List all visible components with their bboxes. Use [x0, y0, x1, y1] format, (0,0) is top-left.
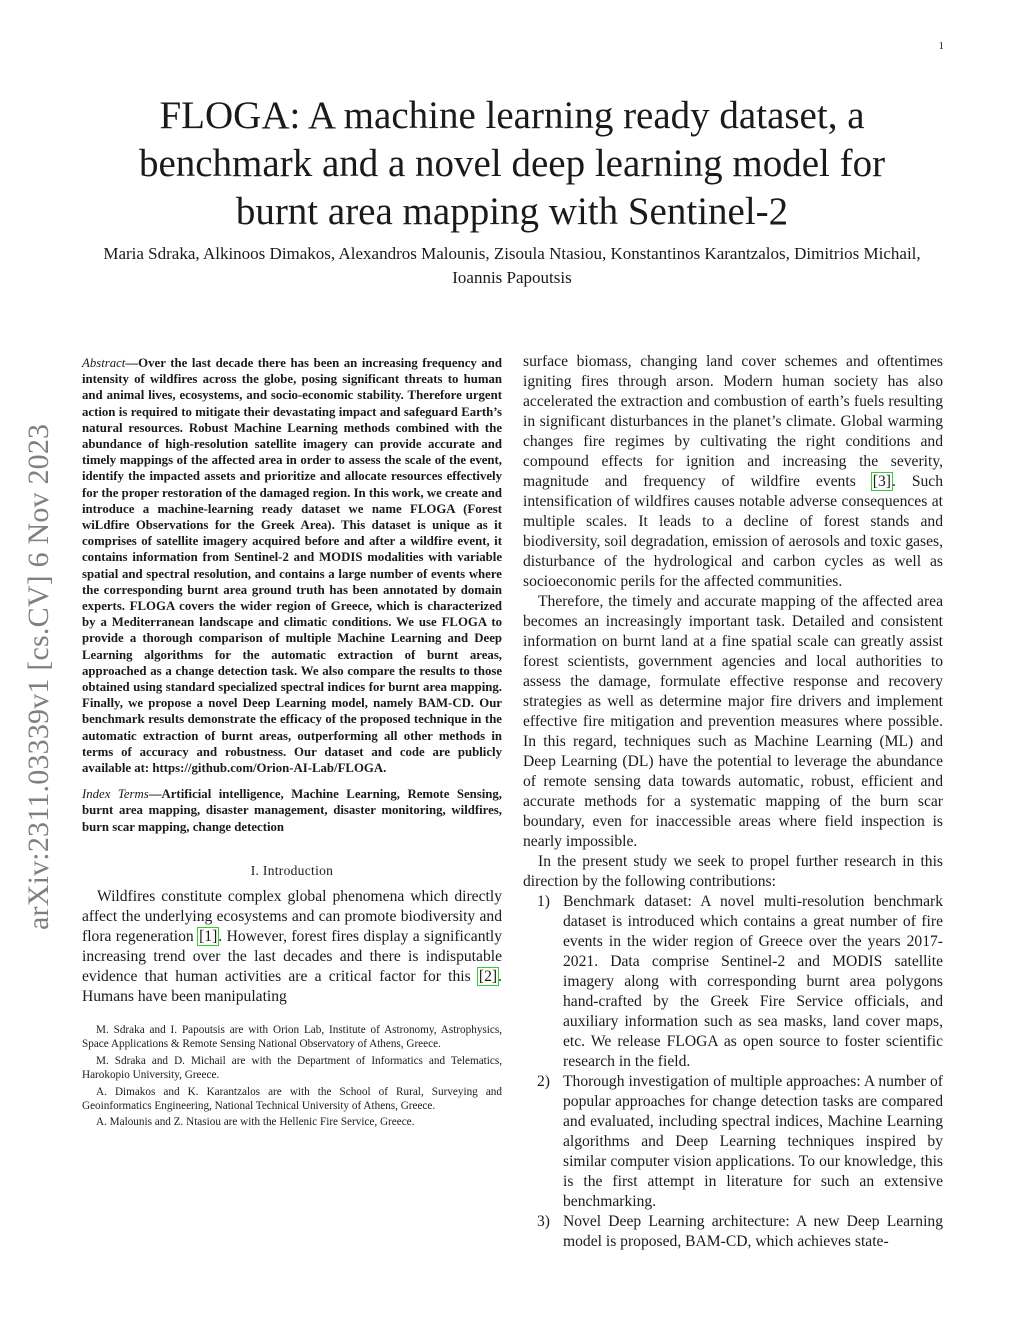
- page-number: 1: [938, 40, 944, 52]
- list-number: 2): [537, 1073, 550, 1090]
- index-terms-text: —Artificial intelligence, Machine Learning, Remote Sensing, burnt area mapping, disaster management, disaster monitoring, wildfires, burn scar mapping, change detection: [82, 787, 502, 834]
- author-affiliations: [82, 1023, 502, 1130]
- abstract: [82, 355, 502, 776]
- citation-link[interactable]: [2]: [478, 967, 498, 985]
- intro-paragraph-4: In the present study we seek to propel further research in this direction by the following contributions:: [523, 853, 943, 890]
- list-item: 1) Benchmark dataset: A novel multi-resolution benchmark dataset is introduced which contains a great number of fire events in the wider region of Greece over the years 2017-2021. Data comprise Sentinel-2 and MODIS satellite imagery along with corresponding burnt area polygons hand-crafted by the Greek Fire Service officials, and auxiliary information such as sea masks, land cover maps, etc. We release FLOGA as open source to foster scientific research in the field.: [537, 893, 943, 1070]
- footnote: A. Malounis and Z. Ntasiou are with the Hellenic Fire Service, Greece.: [96, 1116, 415, 1129]
- list-item: 3) Novel Deep Learning architecture: A new Deep Learning model is proposed, BAM-CD, which achieves state-: [537, 1213, 943, 1250]
- footnote: M. Sdraka and D. Michail are with the Department of Informatics and Telematics, Harokopio University, Greece.: [82, 1054, 502, 1082]
- citation-link[interactable]: [1]: [199, 927, 218, 945]
- right-column: [523, 352, 943, 1252]
- footnote: A. Dimakos and K. Karantzalos are with the School of Rural, Surveying and Geoinformatics Engineering, National Technical University of Athens, Greece.: [82, 1085, 502, 1112]
- intro-paragraph-1: Wildfires constitute complex global phenomena which directly affect the underlying ecosystems and can promote biodiversity and flora regeneration [1]. However, forest fires display a significantly increasing trend over the last decades and there is indisputable evidence that human activities are a critical factor for this [2]. Humans have been manipulating: [82, 887, 502, 1005]
- index-terms: [82, 786, 502, 835]
- left-column: [82, 355, 502, 1132]
- list-number: 1): [537, 893, 550, 910]
- abstract-text: —Over the last decade there has been an increasing frequency and intensity of wildfires across the globe, posing significant threats to human and animal lives, ecosystems, and socio-economic stability. Therefore urgent action is required to mitigate their devastating impact and safeguard Earth’s natural resources. Robust Machine Learning methods combined with the abundance of high-resolution satellite imagery can provide accurate and timely mappings of the affected area in order to assess the scale of the event, identify the impacted assets and prioritize and allocate resources effectively for the proper restoration of the damaged region. In this work, we create and introduce a machine-learning ready dataset we name FLOGA (Forest wiLdfire Observations for the Greek Area). This dataset is unique as it comprises of satellite imagery acquired before and after a wildfire event, it contains information from Sentinel-2 and MODIS modalities with variable spatial and spectral resolution, and contains a large number of events where the corresponding burnt area ground truth has been annotated by domain experts. FLOGA covers the wider region of Greece, which is characterized by a Mediterranean landscape and climatic conditions. We use FLOGA to provide a thorough comparison of multiple Machine Learning and Deep Learning algorithms for the automatic extraction of burnt areas, approached as a change detection task. We also compare the results to those obtained using standard specialized spectral indices for burnt area mapping. Finally, we propose a novel Deep Learning model, namely BAM-CD. Our benchmark results demonstrate the efficacy of the proposed technique in the automatic extraction of burnt areas, outperforming all other methods in terms of accuracy and robustness. Our dataset and code are publicly available at: https://github.com/Orion-AI-Lab/FLOGA.: [82, 356, 502, 776]
- footnote: M. Sdraka and I. Papoutsis are with Orion Lab, Institute of Astronomy, Astrophysics, Space Applications & Remote Sensing National Observatory of Athens, Greece.: [82, 1023, 502, 1051]
- contributions-list: [523, 892, 943, 1252]
- index-terms-label: Index Terms: [82, 787, 149, 802]
- list-item: 2) Thorough investigation of multiple approaches: A number of popular approaches for change detection tasks are compared and evaluated, including spectral indices, Machine Learning algorithms and Deep Learning techniques inspired by similar computer vision applications. To our knowledge, this is the first attempt in literature for such an extensive benchmarking.: [537, 1073, 943, 1210]
- section-heading-introduction: I. Introduction: [250, 862, 334, 878]
- abstract-label: Abstract: [82, 356, 126, 370]
- paper-title: FLOGA: A machine learning ready dataset, a benchmark and a novel deep learning model for burnt area mapping with Sentinel-2: [138, 94, 886, 233]
- list-number: 3): [537, 1213, 550, 1230]
- intro-paragraph-2: surface biomass, changing land cover schemes and oftentimes igniting fires through arson. Modern human society has also accelerated the extraction and combustion of earth’s fuels resulting in significant disturbances in the planet’s climate. Global warming changes fire regimes by cultivating the right conditions and compound effects for ignition and increasing the severity, magnitude and frequency of wildfire events [3]. Such intensification of wildfires causes notable adverse consequences at multiple scales. It leads to a decline of forest stands and biodiversity, soil degradation, emission of aerosols and toxic gases, disturbance of the hydrological and carbon cycles as well as socioeconomic perils for the affected communities.: [523, 353, 944, 590]
- citation-link[interactable]: [3]: [872, 473, 891, 490]
- arxiv-stamp: arXiv:2311.03339v1 [cs.CV] 6 Nov 2023: [22, 423, 55, 930]
- intro-paragraph-3: Therefore, the timely and accurate mapping of the affected area becomes an increasingly important task. Detailed and consistent information on burnt land at a fine spatial scale can greatly assist forest scientists, government agencies and local authorities to assess the damage, formulate effective response and recovery strategies as well as determine major fire drivers and implement effective fire mitigation and prevention measures where possible. In this regard, techniques such as Machine Learning (ML) and Deep Learning (DL) have the potential to leverage the abundance of remote sensing data towards automatic, robust, efficient and accurate methods for a systematic mapping of the burn scar boundary, even for inaccessible areas where field inspection is nearly impossible.: [523, 593, 943, 850]
- author-list: Maria Sdraka, Alkinoos Dimakos, Alexandros Malounis, Zisoula Ntasiou, Konstantinos Karantzalos, Dimitrios Michail, Ioannis Papoutsis: [103, 244, 921, 287]
